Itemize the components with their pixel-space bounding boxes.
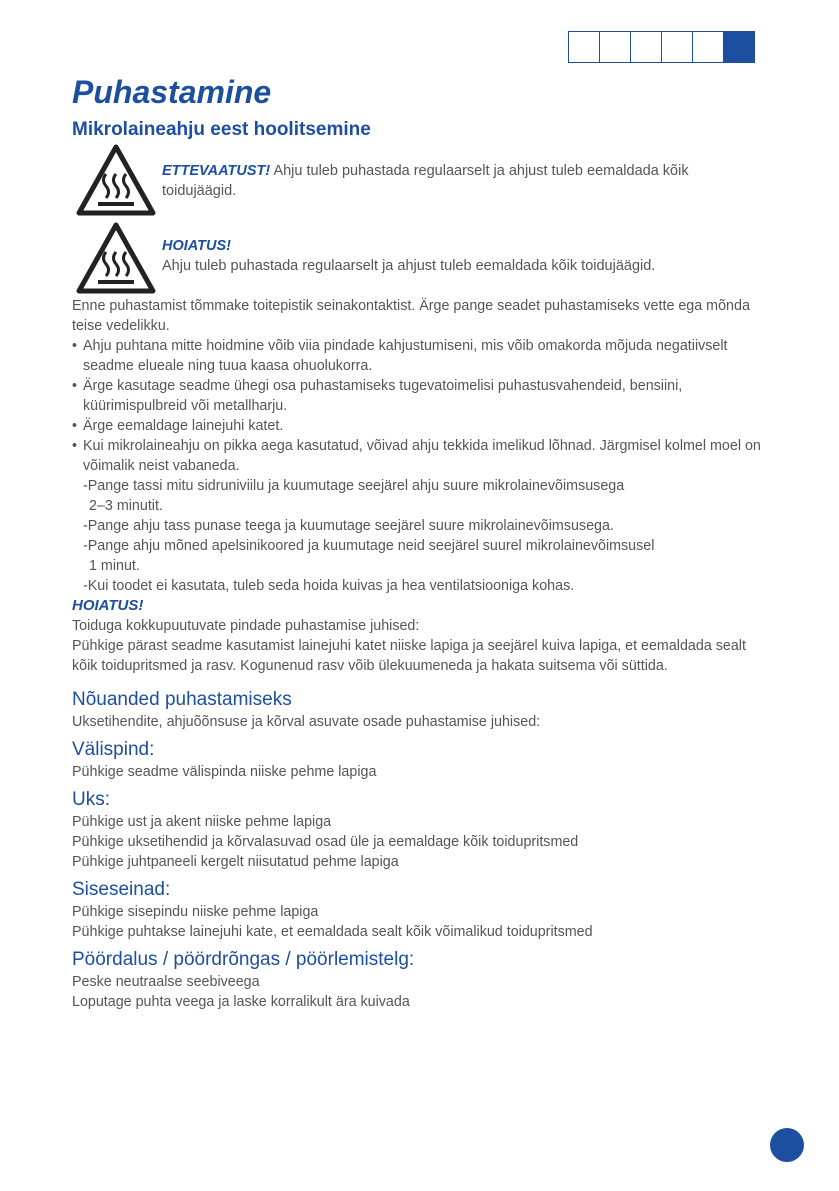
page-subtitle: Mikrolaineahju eest hoolitsemine (72, 119, 371, 140)
section-line: Pühkige ust ja akent niiske pehme lapiga (72, 814, 332, 830)
odor-step: -Pange ahju mõned apelsinikoored ja kuumutage neid seejärel suurel mikrolainevõimsusel (83, 538, 655, 554)
section-heading: Uks: (72, 789, 110, 810)
section-line: Pühkige juhtpaneeli kergelt niisutatud pehme lapiga (72, 854, 399, 870)
hoiatus-text: Pühkige pärast seadme kasutamist lainejuhi katet niiske lapiga ja seejärel kuiva lapiga, et eemaldada sealt kõik toidupritsmed ja rasv. Kogunenud rasv võib ülekuumeneda ja hakata suitsema või süttida. (72, 638, 746, 674)
section-tab-6-active (723, 31, 755, 63)
caution-text (162, 161, 762, 201)
list-item: • Kui mikrolaineahju on pikka aega kasutatud, võivad ahju tekkida imelikud lõhnad. Järgmisel kolmel moel on võimalik neist vabaneda. (72, 436, 762, 476)
page-title: Puhastamine (72, 74, 272, 110)
section-line: Uksetihendite, ahjuõõnsuse ja kõrval asuvate osade puhastamise juhised: (72, 714, 541, 730)
section-heading: Välispind: (72, 739, 155, 760)
section-heading: Siseseinad: (72, 879, 171, 900)
odor-step-cont: 1 minut. (89, 558, 140, 574)
section-tab-1 (568, 31, 600, 63)
odor-step: -Kui toodet ei kasutata, tuleb seda hoida kuivas ja hea ventilatsiooniga kohas. (83, 578, 575, 594)
section-line: Pühkige puhtakse lainejuhi kate, et eemaldada sealt kõik võimalikud toidupritsmed (72, 924, 593, 940)
list-item: • Ärge kasutage seadme ühegi osa puhastamiseks tugevatoimelisi puhastusvahendeid, bensiini, küürimispulbreid või metallharju. (72, 376, 762, 416)
hot-surface-warning-icon (76, 222, 156, 294)
spacer (72, 676, 762, 688)
odor-step: -Pange ahju tass punase teega ja kuumutage seejärel suure mikrolainevõimsusega. (83, 518, 614, 534)
warning-label: HOIATUS! (162, 238, 232, 254)
list-item: • Ärge eemaldage lainejuhi katet. (72, 416, 762, 436)
list-item: • Ahju puhtana mitte hoidmine võib viia pindade kahjustumiseni, mis võib omakorda mõjuda negatiivselt seadme elueale ning tuua kaasa ohuolukorra. (72, 336, 762, 376)
section-tabs (569, 31, 755, 63)
section-line: Pühkige sisepindu niiske pehme lapiga (72, 904, 319, 920)
section-tab-3 (630, 31, 662, 63)
section-heading: Nõuanded puhastamiseks (72, 689, 292, 710)
section-tab-2 (599, 31, 631, 63)
page-number-badge (770, 1128, 804, 1162)
warning-body: Ahju tuleb puhastada regulaarselt ja ahjust tuleb eemaldada kõik toidujäägid. (162, 258, 656, 274)
section-tab-4 (661, 31, 693, 63)
warning-text (162, 236, 762, 276)
section-line: Peske neutraalse seebiveega (72, 974, 260, 990)
caution-body: Ahju tuleb puhastada regulaarselt ja ahjust tuleb eemaldada kõik toidujäägid. (162, 163, 689, 199)
hot-surface-warning-icon (76, 144, 156, 216)
section-heading: Pöördalus / pöördrõngas / pöörlemistelg: (72, 949, 415, 970)
section-line: Pühkige uksetihendid ja kõrvalasuvad osad üle ja eemaldage kõik toidupritsmed (72, 834, 579, 850)
warning-block (72, 222, 762, 296)
odor-step: -Pange tassi mitu sidruniviilu ja kuumutage seejärel ahju suure mikrolainevõimsusega (83, 478, 625, 494)
section-tab-5 (692, 31, 724, 63)
hoiatus-intro: Toiduga kokkupuutuvate pindade puhastamise juhised: (72, 618, 420, 634)
caution-label: ETTEVAATUST! (162, 163, 271, 179)
cleaning-body (72, 296, 762, 1012)
intro-text: Enne puhastamist tõmmake toitepistik seinakontaktist. Ärge pange seadet puhastamiseks vette ega mõnda teise vedelikku. (72, 298, 750, 334)
section-line: Loputage puhta veega ja laske korralikult ära kuivada (72, 994, 410, 1010)
caution-block (72, 144, 762, 218)
hoiatus-label: HOIATUS! (72, 597, 144, 614)
odor-step-cont: 2–3 minutit. (89, 498, 163, 514)
section-line: Pühkige seadme välispinda niiske pehme lapiga (72, 764, 377, 780)
